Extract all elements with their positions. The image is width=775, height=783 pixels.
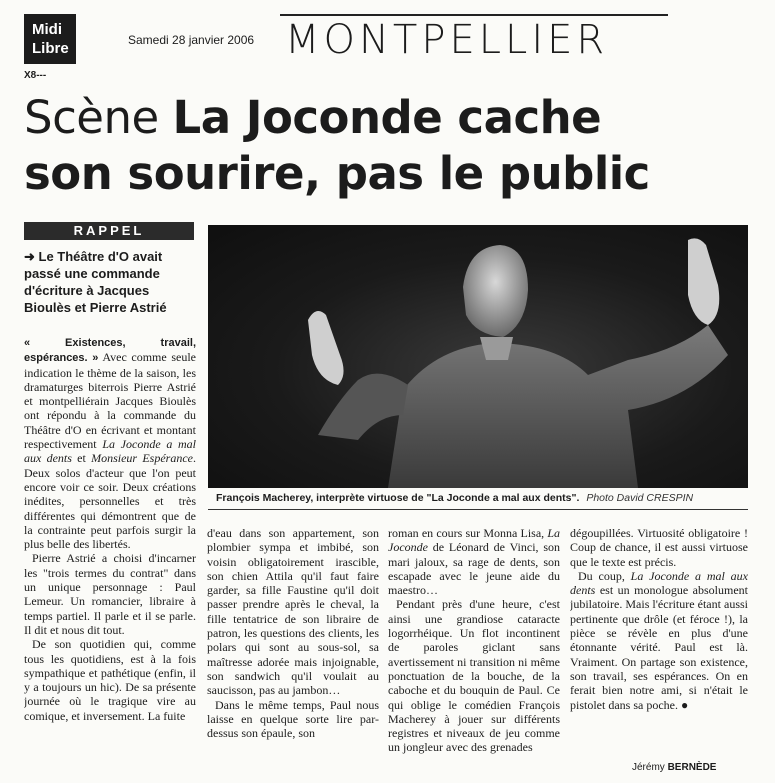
text-run: Du coup,: [578, 568, 631, 583]
text-run: . Deux solos d'acteur que l'on peut encore voir ce soir. Deux créations inédites, personnelles et très différentes qui démontrent que de la contrainte peut parfois surgir la plus belle des libertés.: [24, 451, 196, 552]
article-column-4: [570, 526, 748, 762]
text-run: de Léonard de Vinci, son mari jaloux, sa rage de dents, son escapade avec le jeune aide du maestro…: [388, 540, 560, 598]
headline-line-1: La Joconde cache: [172, 91, 602, 144]
paragraph: De son quotidien qui, comme tous les quotidiens, est à la fois sympathique et pathétique (enfin, il y a toujours un hic). De sa présente journée où le tragique vire au comique, et inversement. La fuite: [24, 637, 196, 723]
caption-text: François Macherey, interprète virtuose de "La Joconde a mal aux dents".: [216, 492, 580, 504]
header-rule: [280, 14, 668, 16]
paragraph: dégoupillées. Virtuosité obligatoire ! Coup de chance, il est aussi virtuose que le texte est précis.: [570, 526, 748, 569]
quote-lead-in: « Existences, travail, espérances. »: [24, 337, 196, 365]
title-italic: La Joconde a mal aux dents: [24, 437, 196, 466]
issue-date: Samedi 28 janvier 2006: [128, 33, 255, 47]
author-signature: [632, 762, 716, 773]
headline-line-2: son sourire, pas le public: [24, 147, 650, 200]
page-reference: X8---: [24, 70, 47, 81]
author-first-name: Jérémy: [632, 762, 665, 773]
paragraph: Pierre Astrié a choisi d'incarner les "trois termes du contrat" dans un unique personnage : Paul Lemeur. Un romancier, libraire à temps partiel. Il parle et il se parle. Il dit et nous dit tout.: [24, 551, 196, 637]
author-last-name: BERNÈDE: [667, 762, 717, 773]
paragraph: Pendant près d'une heure, c'est ainsi une grandiose cataracte logorrhéique. Un flot incontinent de paroles giclant sans avertissement ni transition ni même ponctuation de la bouche, de la caboche et du bouquin de Paul. Ce qui oblige le comédien François Macherey à jouer sur différents registres et niveaux de jeu comme un jongleur avec des grenades: [388, 597, 560, 755]
section-city: MONTPELLIER: [285, 17, 609, 63]
paragraph: [388, 526, 560, 597]
photo-credit: Photo David CRESPIN: [586, 492, 694, 504]
title-italic: La Joconde a mal aux dents: [570, 568, 748, 598]
article-photo: [208, 225, 748, 488]
paragraph: [570, 569, 748, 712]
article-column-1: [24, 335, 196, 770]
rappel-label: RAPPEL: [24, 222, 194, 240]
text-run: Avec comme seule indication le thème de la saison, les dramaturges biterrois Pierre Astrié et montpelliérain Jacques Bioulès ont répondu à la commande du Théâtre d'O en écrivant et montant respectivement: [24, 350, 196, 452]
lead-paragraph: ➜ Le Théâtre d'O avait passé une commande d'écriture à Jacques Bioulès et Pierre Astrié: [24, 249, 167, 315]
logo-line-1: Midi: [32, 21, 62, 38]
paragraph: [24, 335, 196, 551]
headline-kicker: Scène: [24, 91, 159, 144]
photo-caption: [208, 488, 748, 510]
text-run: roman en cours sur Monna Lisa,: [388, 526, 548, 540]
article-column-2: [207, 526, 379, 766]
article-column-3: [388, 526, 560, 776]
title-italic: Monsieur Espérance: [91, 451, 193, 466]
text-run: est un monologue absolument jubilatoire. Mais l'écriture étant aussi pertinente que drôle (et féroce !), la pièce se révèle en plus d'une étonnante vérité. Paul est là. Vraiment. On partage son existence, son travail, ses espérances. On en ferait bien notre ami, si n'était le pistolet dans sa poche. ●: [570, 583, 748, 712]
paragraph: Dans le même temps, Paul nous laisse en quelque sorte lire par-dessus son épaule, son: [207, 697, 379, 741]
logo-line-2: Libre: [32, 40, 69, 57]
paragraph: d'eau dans son appartement, son plombier sympa et imbibé, son voisin obligatoirement irascible, son chien Attila qu'il faut faire garder, sa fille Faustine qu'il doit passer prendre après le cheval, la fille tentatrice de son libraire de patron, les questions des clients, les polars qui sont au sous-sol, sa maîtresse adorée mais injoignable, son sandwich qu'il voulait au saucisson, pas au jambon…: [207, 526, 379, 698]
actor-figure: [208, 225, 748, 488]
text-run: et: [71, 451, 92, 466]
midi-libre-logo: [24, 14, 76, 64]
headline: [24, 90, 754, 202]
title-italic: La Joconde: [388, 526, 560, 555]
